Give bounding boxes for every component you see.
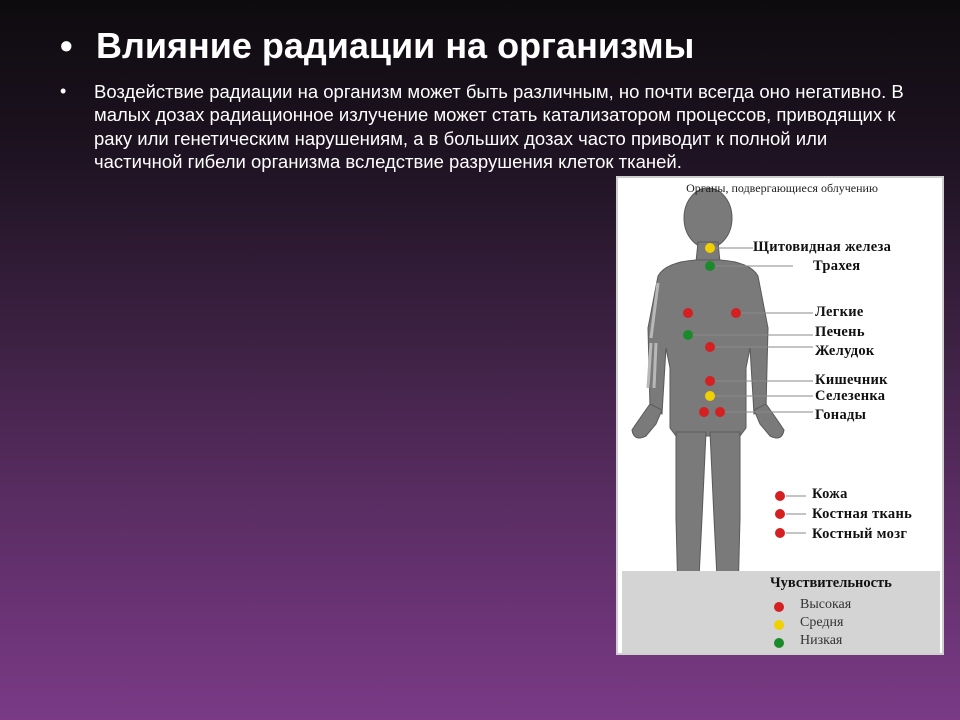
lung-right-marker [731, 308, 741, 318]
gonad-left-marker [699, 407, 709, 417]
organ-label-bone: Костная ткань [812, 506, 913, 522]
skin-marker [775, 491, 785, 501]
bone-marker [775, 509, 785, 519]
organ-label-spleen: Селезенка [815, 388, 886, 404]
organ-label-marrow: Костный мозг [812, 526, 908, 542]
legend-dot-high [774, 602, 784, 612]
thyroid-marker [705, 243, 715, 253]
figure-title: Органы, подвергающиеся облучению [686, 181, 878, 195]
legend-title: Чувствительность [770, 575, 892, 591]
legend-dot-low [774, 638, 784, 648]
left-hand-shape [632, 404, 662, 438]
organ-label-stomach: Желудок [815, 343, 875, 359]
slide-body-text: Воздействие радиации на организм может быть различным, но почти всегда оно негативно. В малых дозах радиационное излучение может стать катализатором процессов, приводящих к раку или генетическим нарушениям, а в больших дозах часто приводит к полной или частичной гибели организма вследствие разрушения клеток тканей. [94, 81, 904, 173]
intestine-marker [705, 376, 715, 386]
organ-label-trachea: Трахея [813, 258, 861, 274]
lung-left-marker [683, 308, 693, 318]
organ-label-thyroid: Щитовидная железа [753, 239, 892, 255]
slide-title: Влияние радиации на организмы [96, 25, 695, 66]
spleen-marker [705, 391, 715, 401]
liver-marker [683, 330, 693, 340]
legend-item-low: Низкая [800, 633, 843, 648]
body-bullet: • [60, 81, 67, 101]
stomach-marker [705, 342, 715, 352]
radiation-organs-figure [616, 176, 944, 655]
sensitivity-legend [622, 571, 940, 653]
trachea-marker [705, 261, 715, 271]
organ-label-skin: Кожа [812, 486, 848, 502]
title-bullet: • [60, 25, 73, 66]
legend-dot-medium [774, 620, 784, 630]
organ-label-intestine: Кишечник [815, 372, 888, 388]
gonad-right-marker [715, 407, 725, 417]
right-hand-shape [754, 404, 784, 438]
head-shape [684, 188, 732, 248]
legend-item-medium: Средня [800, 615, 844, 630]
organ-label-gonads: Гонады [815, 407, 867, 423]
organ-label-lungs: Легкие [815, 304, 864, 320]
marrow-marker [775, 528, 785, 538]
legend-item-high: Высокая [800, 597, 852, 612]
organ-label-liver: Печень [815, 324, 865, 340]
